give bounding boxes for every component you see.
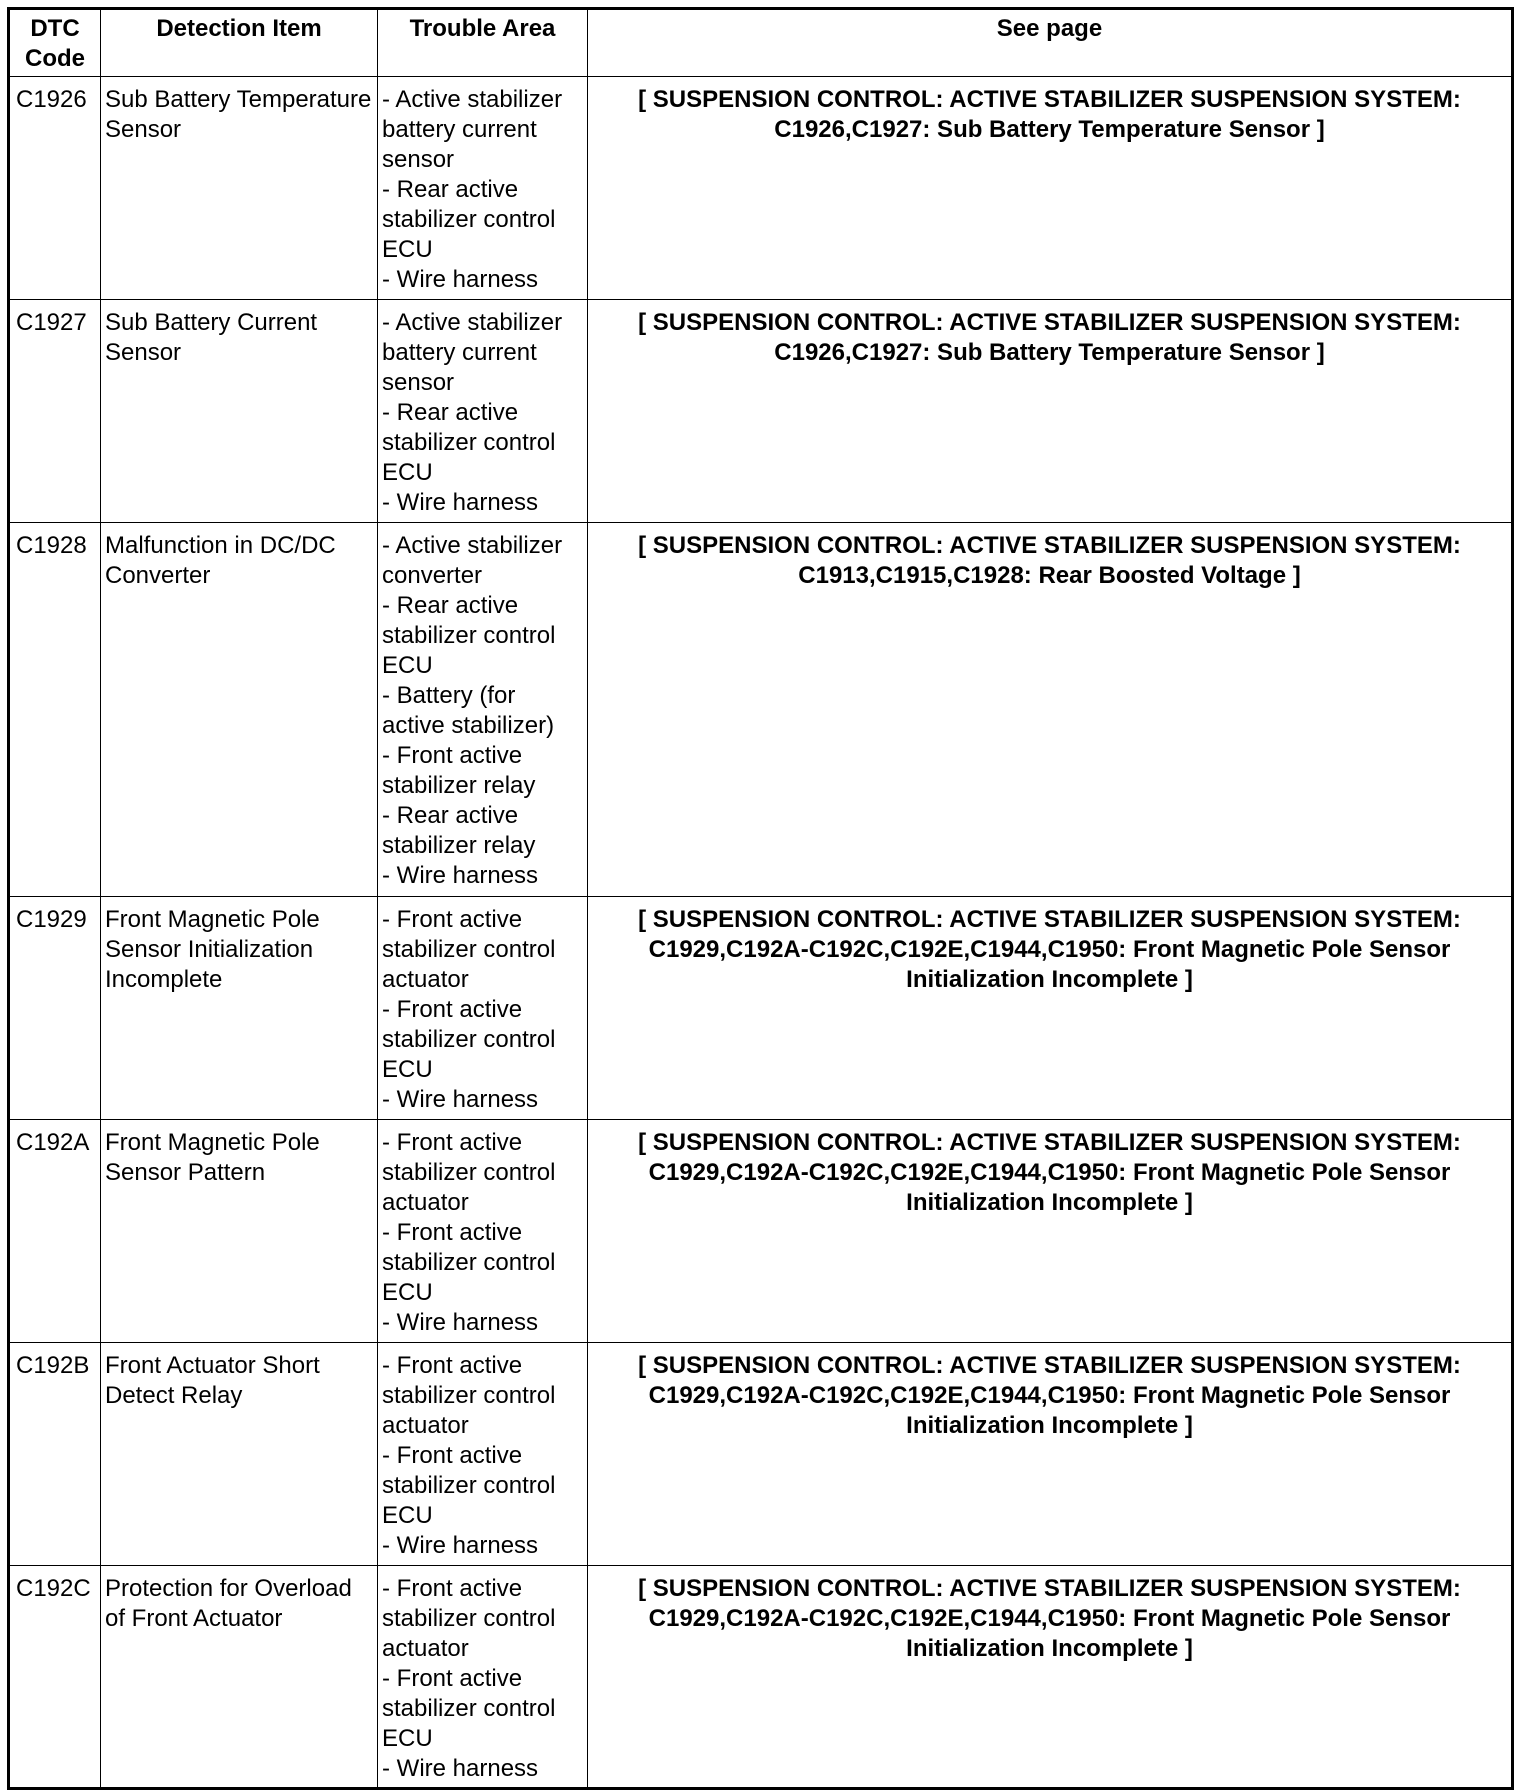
trouble-area-line: - Front active stabilizer control ECU	[382, 1219, 556, 1306]
table-row	[9, 1343, 1513, 1566]
see-page-link[interactable]: [ SUSPENSION CONTROL: ACTIVE STABILIZER SUSPENSION SYSTEM: C1926,C1927: Sub Battery Temperature Sensor ]	[588, 300, 1513, 523]
detection-item: Malfunction in DC/DC Converter	[101, 523, 378, 897]
trouble-area-line: - Rear active stabilizer control ECU	[382, 399, 556, 486]
table-row	[9, 77, 1513, 300]
header-detection-item: Detection Item	[101, 9, 378, 77]
trouble-area-line: - Active stabilizer battery current sensor	[382, 86, 563, 173]
dtc-code: C1928	[9, 523, 101, 897]
table-row	[9, 300, 1513, 523]
dtc-code: C1927	[9, 300, 101, 523]
trouble-area-line: - Wire harness	[382, 1532, 539, 1559]
trouble-area-line: - Wire harness	[382, 1309, 539, 1336]
trouble-area-line: - Front active stabilizer control ECU	[382, 996, 556, 1083]
header-see-page: See page	[588, 9, 1513, 77]
see-page-link[interactable]: [ SUSPENSION CONTROL: ACTIVE STABILIZER SUSPENSION SYSTEM: C1913,C1915,C1928: Rear Boosted Voltage ]	[588, 523, 1513, 897]
header-trouble-area: Trouble Area	[378, 9, 588, 77]
trouble-area-line: - Wire harness	[382, 1755, 539, 1782]
table-row	[9, 1566, 1513, 1789]
trouble-area-line: - Battery (for active stabilizer)	[382, 682, 555, 739]
header-row	[9, 9, 1513, 77]
trouble-area-line: - Front active stabilizer control ECU	[382, 1442, 556, 1529]
trouble-area-line: - Rear active stabilizer control ECU	[382, 176, 556, 263]
see-page-link[interactable]: [ SUSPENSION CONTROL: ACTIVE STABILIZER SUSPENSION SYSTEM: C1929,C192A-C192C,C192E,C1944,C1950: Front Magnetic Pole Sensor Initialization Incomplete ]	[588, 1120, 1513, 1343]
detection-item: Front Actuator Short Detect Relay	[101, 1343, 378, 1566]
dtc-table	[7, 7, 1514, 1790]
trouble-area-line: - Active stabilizer battery current sensor	[382, 309, 563, 396]
trouble-area-line: - Wire harness	[382, 266, 539, 293]
trouble-area	[378, 1343, 588, 1566]
see-page-link[interactable]: [ SUSPENSION CONTROL: ACTIVE STABILIZER SUSPENSION SYSTEM: C1926,C1927: Sub Battery Temperature Sensor ]	[588, 77, 1513, 300]
trouble-area-line: - Active stabilizer converter	[382, 532, 563, 589]
see-page-link[interactable]: [ SUSPENSION CONTROL: ACTIVE STABILIZER SUSPENSION SYSTEM: C1929,C192A-C192C,C192E,C1944,C1950: Front Magnetic Pole Sensor Initialization Incomplete ]	[588, 1566, 1513, 1789]
detection-item: Sub Battery Current Sensor	[101, 300, 378, 523]
see-page-link[interactable]: [ SUSPENSION CONTROL: ACTIVE STABILIZER SUSPENSION SYSTEM: C1929,C192A-C192C,C192E,C1944,C1950: Front Magnetic Pole Sensor Initialization Incomplete ]	[588, 897, 1513, 1120]
trouble-area-line: - Rear active stabilizer control ECU	[382, 592, 556, 679]
detection-item: Front Magnetic Pole Sensor Initialization Incomplete	[101, 897, 378, 1120]
detection-item: Front Magnetic Pole Sensor Pattern	[101, 1120, 378, 1343]
see-page-link[interactable]: [ SUSPENSION CONTROL: ACTIVE STABILIZER SUSPENSION SYSTEM: C1929,C192A-C192C,C192E,C1944,C1950: Front Magnetic Pole Sensor Initialization Incomplete ]	[588, 1343, 1513, 1566]
trouble-area-line: - Front active stabilizer control actuator	[382, 1352, 556, 1439]
detection-item: Protection for Overload of Front Actuator	[101, 1566, 378, 1789]
trouble-area	[378, 77, 588, 300]
table-row	[9, 523, 1513, 897]
table-row	[9, 1120, 1513, 1343]
trouble-area	[378, 300, 588, 523]
trouble-area-line: - Wire harness	[382, 489, 539, 516]
detection-item: Sub Battery Temperature Sensor	[101, 77, 378, 300]
dtc-code: C1929	[9, 897, 101, 1120]
trouble-area-line: - Front active stabilizer control actuator	[382, 1129, 556, 1216]
trouble-area-line: - Wire harness	[382, 1086, 539, 1113]
trouble-area-line: - Front active stabilizer control ECU	[382, 1665, 556, 1752]
dtc-code: C192B	[9, 1343, 101, 1566]
table-row	[9, 897, 1513, 1120]
trouble-area	[378, 1120, 588, 1343]
trouble-area	[378, 897, 588, 1120]
trouble-area-line: - Rear active stabilizer relay	[382, 802, 536, 859]
dtc-code: C192C	[9, 1566, 101, 1789]
trouble-area	[378, 1566, 588, 1789]
trouble-area-line: - Front active stabilizer control actuator	[382, 1575, 556, 1662]
trouble-area	[378, 523, 588, 897]
dtc-code: C1926	[9, 77, 101, 300]
header-dtc-code: DTC Code	[9, 9, 101, 77]
trouble-area-line: - Wire harness	[382, 862, 539, 889]
trouble-area-line: - Front active stabilizer relay	[382, 742, 536, 799]
dtc-code: C192A	[9, 1120, 101, 1343]
trouble-area-line: - Front active stabilizer control actuator	[382, 906, 556, 993]
